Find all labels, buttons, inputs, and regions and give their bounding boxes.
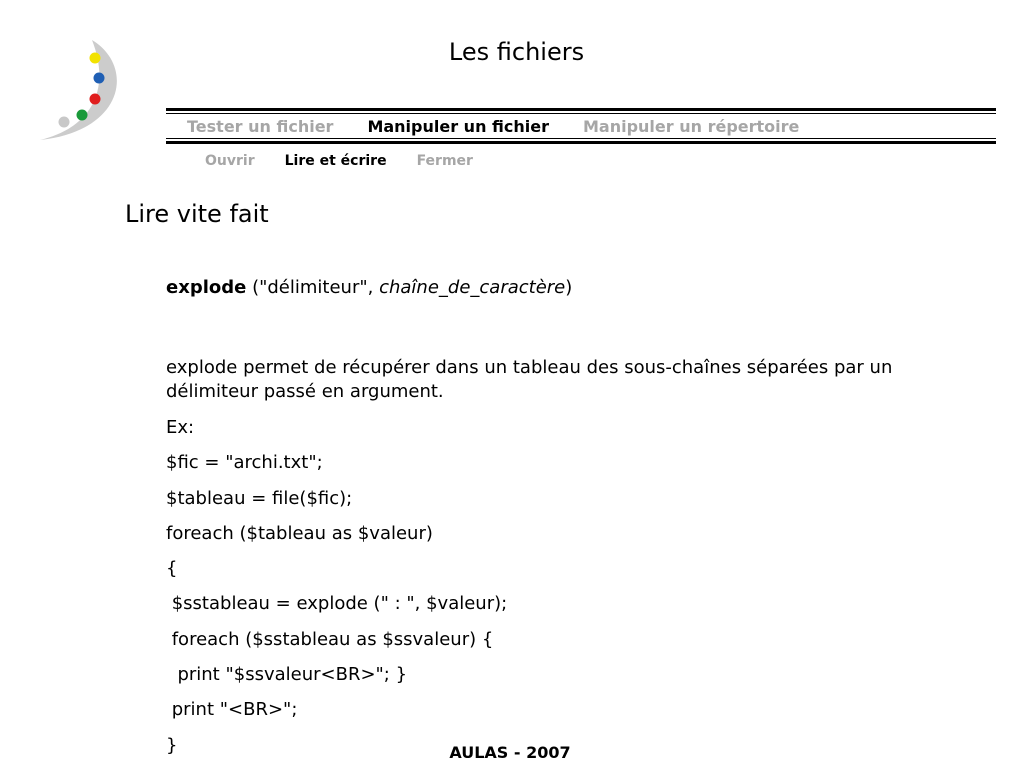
subtab-bar [205, 153, 473, 169]
slide-content [166, 276, 926, 769]
subtab-fermer[interactable]: Fermer [416, 153, 473, 169]
subtab-lire-et-ecrire[interactable]: Lire et écrire [284, 153, 387, 169]
signature-open: ("délimiteur", [246, 277, 380, 298]
page-title: Les fichiers [448, 38, 585, 66]
tab-manipuler-un-repertoire[interactable]: Manipuler un répertoire [582, 117, 800, 136]
function-signature [166, 276, 926, 300]
code-line: $tableau = file($fic); [166, 487, 353, 509]
tab-bar [187, 117, 799, 136]
code-line: { [166, 558, 178, 580]
code-line: $sstableau = explode (" : ", $valeur); [166, 593, 508, 615]
function-name: explode [166, 277, 247, 298]
code-line: } [166, 734, 178, 756]
tab-manipuler-un-fichier[interactable]: Manipuler un fichier [367, 117, 549, 136]
code-line: foreach ($sstableau as $ssvaleur) { [166, 628, 494, 650]
description: explode permet de récupérer dans un tableau des sous-chaînes séparées par un délimiteur passé en argument. [166, 357, 893, 402]
section-heading: Lire vite fait [125, 200, 269, 228]
signature-param: chaîne_de_caractère [379, 277, 566, 298]
subtab-ouvrir[interactable]: Ouvrir [205, 153, 255, 169]
code-line: foreach ($tableau as $valeur) [166, 522, 433, 544]
tab-tester-un-fichier[interactable]: Tester un fichier [187, 117, 334, 136]
footer: AULAS - 2007 [449, 743, 571, 762]
code-line: print "<BR>"; [166, 699, 298, 721]
code-line: print "$ssvaleur<BR>"; } [166, 664, 408, 686]
code-line: Ex: [166, 417, 195, 438]
code-line: $fic = "archi.txt"; [166, 452, 323, 474]
signature-close: ) [565, 277, 573, 298]
code-example [166, 416, 926, 758]
